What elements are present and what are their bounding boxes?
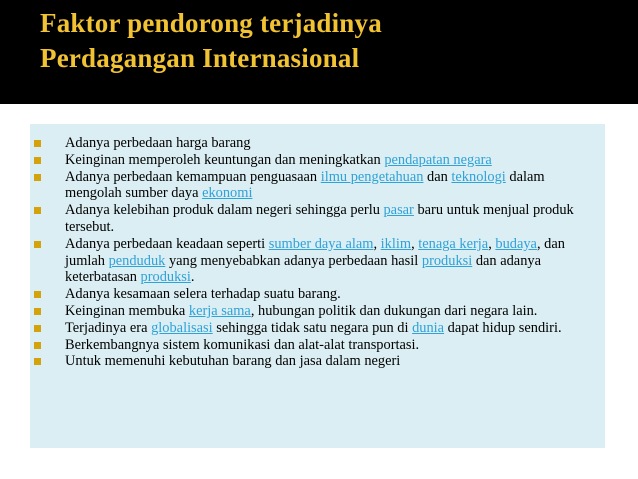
bullet-text: Terjadinya era [65, 319, 152, 336]
bullet-text: . [190, 269, 195, 286]
bullet-item [34, 286, 604, 303]
bullet-list [34, 135, 604, 370]
square-bullet-icon [34, 325, 41, 332]
bullet-item [34, 202, 604, 236]
title-line-2: Perdagangan Internasional [40, 43, 360, 73]
square-bullet-icon [34, 291, 41, 298]
bullet-text: yang menyebabkan adanya perbedaan hasil [165, 252, 422, 269]
hyperlink[interactable]: teknologi [451, 168, 506, 185]
bullet-text: , [411, 235, 419, 252]
bullet-text: dapat hidup sendiri. [444, 319, 562, 336]
hyperlink[interactable]: pasar [383, 202, 414, 219]
bullet-text: Adanya perbedaan keadaan seperti [65, 235, 269, 252]
square-bullet-icon [34, 207, 41, 214]
hyperlink[interactable]: budaya [495, 235, 537, 252]
hyperlink[interactable]: produksi [140, 269, 191, 286]
bullet-text: , [373, 235, 381, 252]
square-bullet-icon [34, 174, 41, 181]
bullet-text: Adanya perbedaan harga barang [65, 135, 251, 151]
bullet-item [34, 303, 604, 320]
bullet-text: Keinginan memperoleh keuntungan dan meningkatkan [65, 151, 385, 168]
bullet-text: dalam mengolah sumber daya [65, 168, 545, 202]
bullet-text: , [488, 235, 496, 252]
hyperlink[interactable]: ilmu pengetahuan [320, 168, 424, 185]
bullet-text: Keinginan membuka [65, 302, 189, 319]
bullet-text: Adanya kelebihan produk dalam negeri sehingga perlu [65, 202, 384, 219]
hyperlink[interactable]: globalisasi [151, 319, 213, 336]
square-bullet-icon [34, 358, 41, 365]
bullet-item [34, 337, 604, 354]
bullet-item [34, 236, 604, 286]
bullet-text: dan adanya keterbatasan [65, 252, 541, 286]
hyperlink[interactable]: produksi [421, 252, 473, 269]
hyperlink[interactable]: sumber daya alam [268, 235, 374, 252]
square-bullet-icon [34, 342, 41, 349]
bullet-text: sehingga tidak satu negara pun di [212, 319, 413, 336]
hyperlink[interactable]: penduduk [108, 252, 166, 269]
bullet-item [34, 320, 604, 337]
bullet-text: Berkembangnya sistem komunikasi dan alat-alat transportasi. [65, 336, 420, 353]
title-line-1: Faktor pendorong terjadinya [40, 8, 382, 38]
hyperlink[interactable]: pendapatan negara [384, 151, 492, 168]
bullet-item [34, 135, 604, 152]
hyperlink[interactable]: kerja sama [188, 302, 251, 319]
square-bullet-icon [34, 308, 41, 315]
bullet-item [34, 169, 604, 203]
bullet-text: , dan jumlah [65, 235, 565, 269]
square-bullet-icon [34, 157, 41, 164]
bullet-text: , hubungan politik dan dukungan dari negara lain. [250, 302, 538, 319]
slide-title [40, 6, 382, 76]
bullet-item [34, 152, 604, 169]
bullet-text: baru untuk menjual produk tersebut. [65, 202, 574, 235]
hyperlink[interactable]: ekonomi [202, 185, 253, 202]
bullet-text: Adanya kesamaan selera terhadap suatu barang. [65, 286, 341, 303]
bullet-text: dan [423, 168, 452, 185]
hyperlink[interactable]: tenaga kerja [418, 235, 489, 252]
bullet-item [34, 353, 604, 370]
hyperlink[interactable]: iklim [380, 235, 412, 252]
hyperlink[interactable]: dunia [412, 319, 445, 336]
bullet-text: Untuk memenuhi kebutuhan barang dan jasa dalam negeri [65, 353, 401, 370]
bullet-text: Adanya perbedaan kemampuan penguasaan [65, 168, 321, 185]
square-bullet-icon [34, 140, 41, 147]
square-bullet-icon [34, 241, 41, 248]
